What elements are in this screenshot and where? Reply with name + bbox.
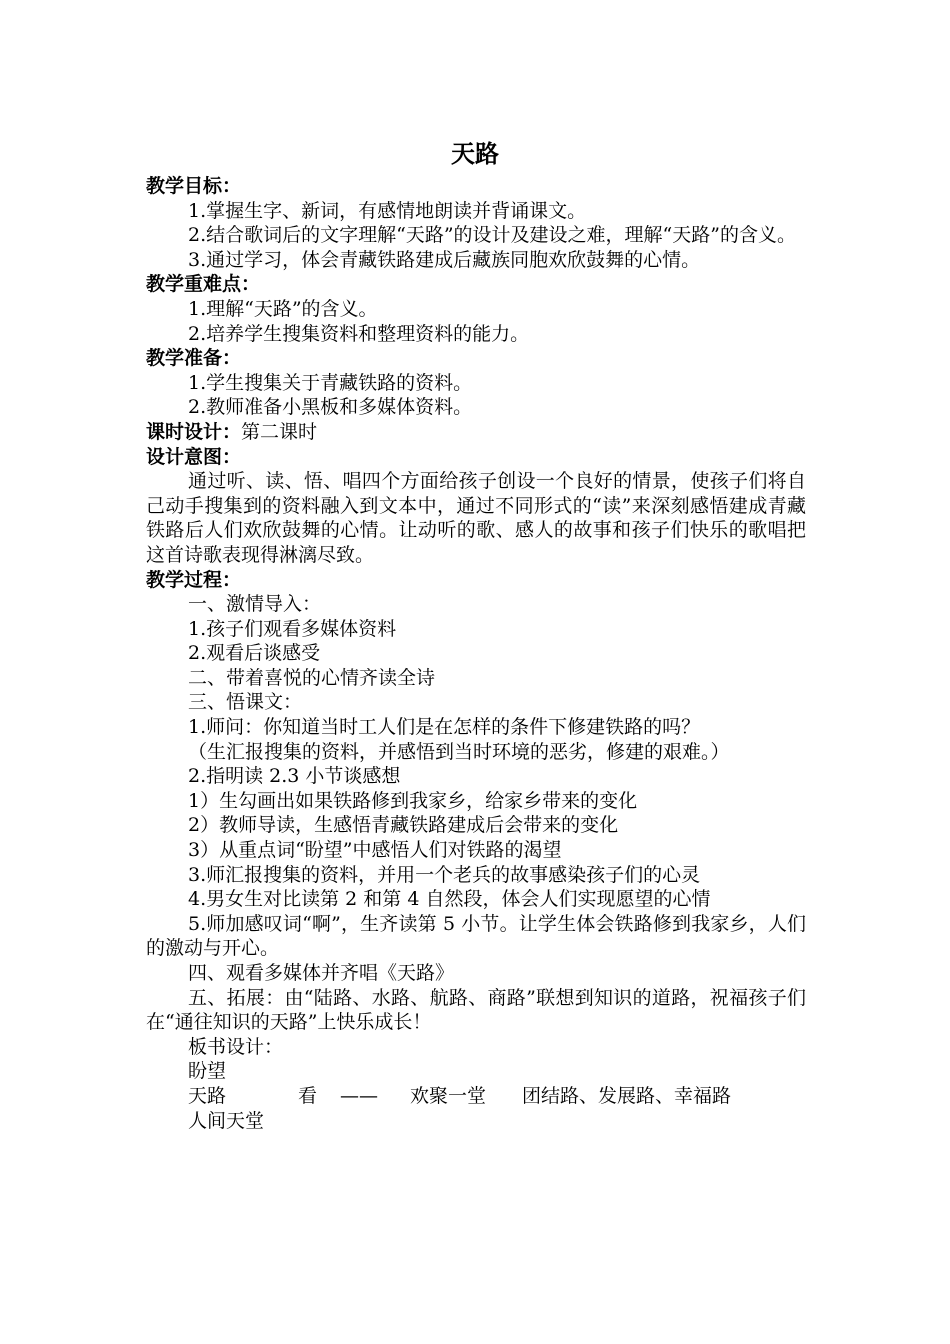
process-line: 3.师汇报搜集的资料，并用一个老兵的故事感染孩子们的心灵	[188, 863, 701, 886]
process-line: 3）从重点词“盼望”中感悟人们对铁路的渴望	[188, 839, 562, 862]
board-label: 板书设计：	[188, 1035, 284, 1058]
process-line: 二、带着喜悦的心情齐读全诗	[188, 666, 436, 689]
board-middle-row	[146, 1084, 806, 1109]
lesson-value: 第二课时	[241, 420, 318, 443]
process-line: 2.指明读 2.3 小节谈感想	[188, 765, 401, 788]
goal-item: 2.结合歌词后的文字理解“天路”的设计及建设之难，理解“天路”的含义。	[188, 224, 796, 247]
lesson-row	[146, 420, 806, 445]
intent-heading: 设计意图：	[146, 445, 242, 468]
document-body	[146, 174, 806, 1133]
key-point-item: 1.理解“天路”的含义。	[188, 297, 378, 320]
key-point-item: 2.培养学生搜集资料和整理资料的能力。	[188, 322, 530, 345]
process-line: 1.孩子们观看多媒体资料	[188, 617, 397, 640]
preparation-heading: 教学准备：	[146, 347, 242, 370]
process-line: 四、观看多媒体并齐唱《天路》	[188, 962, 455, 984]
goal-item: 1.掌握生字、新词，有感情地朗读并背诵课文。	[188, 199, 587, 222]
preparation-item: 1.学生搜集关于青藏铁路的资料。	[188, 371, 473, 394]
process-line: 三、悟课文：	[188, 691, 303, 714]
process-paragraph: 5.师加感叹词“啊”，生齐读第 5 小节。让学生体会铁路修到我家乡，人们的激动与开心。	[146, 912, 806, 960]
board-top: 盼望	[188, 1060, 227, 1083]
board-bottom: 人间天堂	[188, 1109, 265, 1132]
board-cell: 天路	[188, 1084, 227, 1107]
document-title: 天路	[451, 140, 499, 168]
process-line: 一、激情导入：	[188, 593, 322, 616]
process-paragraph: 五、拓展：由“陆路、水路、航路、商路”联想到知识的道路，祝福孩子们在“通往知识的天路”上快乐成长！	[146, 986, 806, 1034]
goals-heading: 教学目标：	[146, 175, 242, 197]
process-line: 1.师问：你知道当时工人们是在怎样的条件下修建铁路的吗？	[188, 716, 701, 739]
lesson-heading: 课时设计：	[146, 420, 242, 443]
board-cell: ——	[340, 1084, 378, 1107]
key-points-heading: 教学重难点：	[146, 273, 261, 296]
preparation-item: 2.教师准备小黑板和多媒体资料。	[188, 396, 473, 419]
process-line: 2）教师导读，生感悟青藏铁路建成后会带来的变化	[188, 814, 619, 837]
process-line: 4.男女生对比读第 2 和第 4 自然段，体会人们实现愿望的心情	[188, 888, 711, 911]
intent-text: 通过听、读、悟、唱四个方面给孩子创设一个良好的情景，使孩子们将自己动手搜集到的资料融入到文本中，通过不同形式的“读”来深刻感悟建成青藏铁路后人们欢欣鼓舞的心情。让动听的歌、感人的故事和孩子们快乐的歌唱把这首诗歌表现得淋漓尽致。	[146, 470, 806, 566]
process-line: （生汇报搜集的资料，并感悟到当时环境的恶劣，修建的艰难。）	[188, 740, 730, 763]
board-cell: 欢聚一堂	[410, 1084, 487, 1107]
process-line: 1）生勾画出如果铁路修到我家乡，给家乡带来的变化	[188, 789, 638, 812]
process-line: 2.观看后谈感受	[188, 642, 321, 665]
process-heading: 教学过程：	[146, 568, 242, 591]
goal-item: 3.通过学习，体会青藏铁路建成后藏族同胞欢欣鼓舞的心情。	[188, 248, 701, 271]
board-cell: 团结路、发展路、幸福路	[522, 1084, 732, 1107]
board-cell: 看	[298, 1084, 318, 1107]
